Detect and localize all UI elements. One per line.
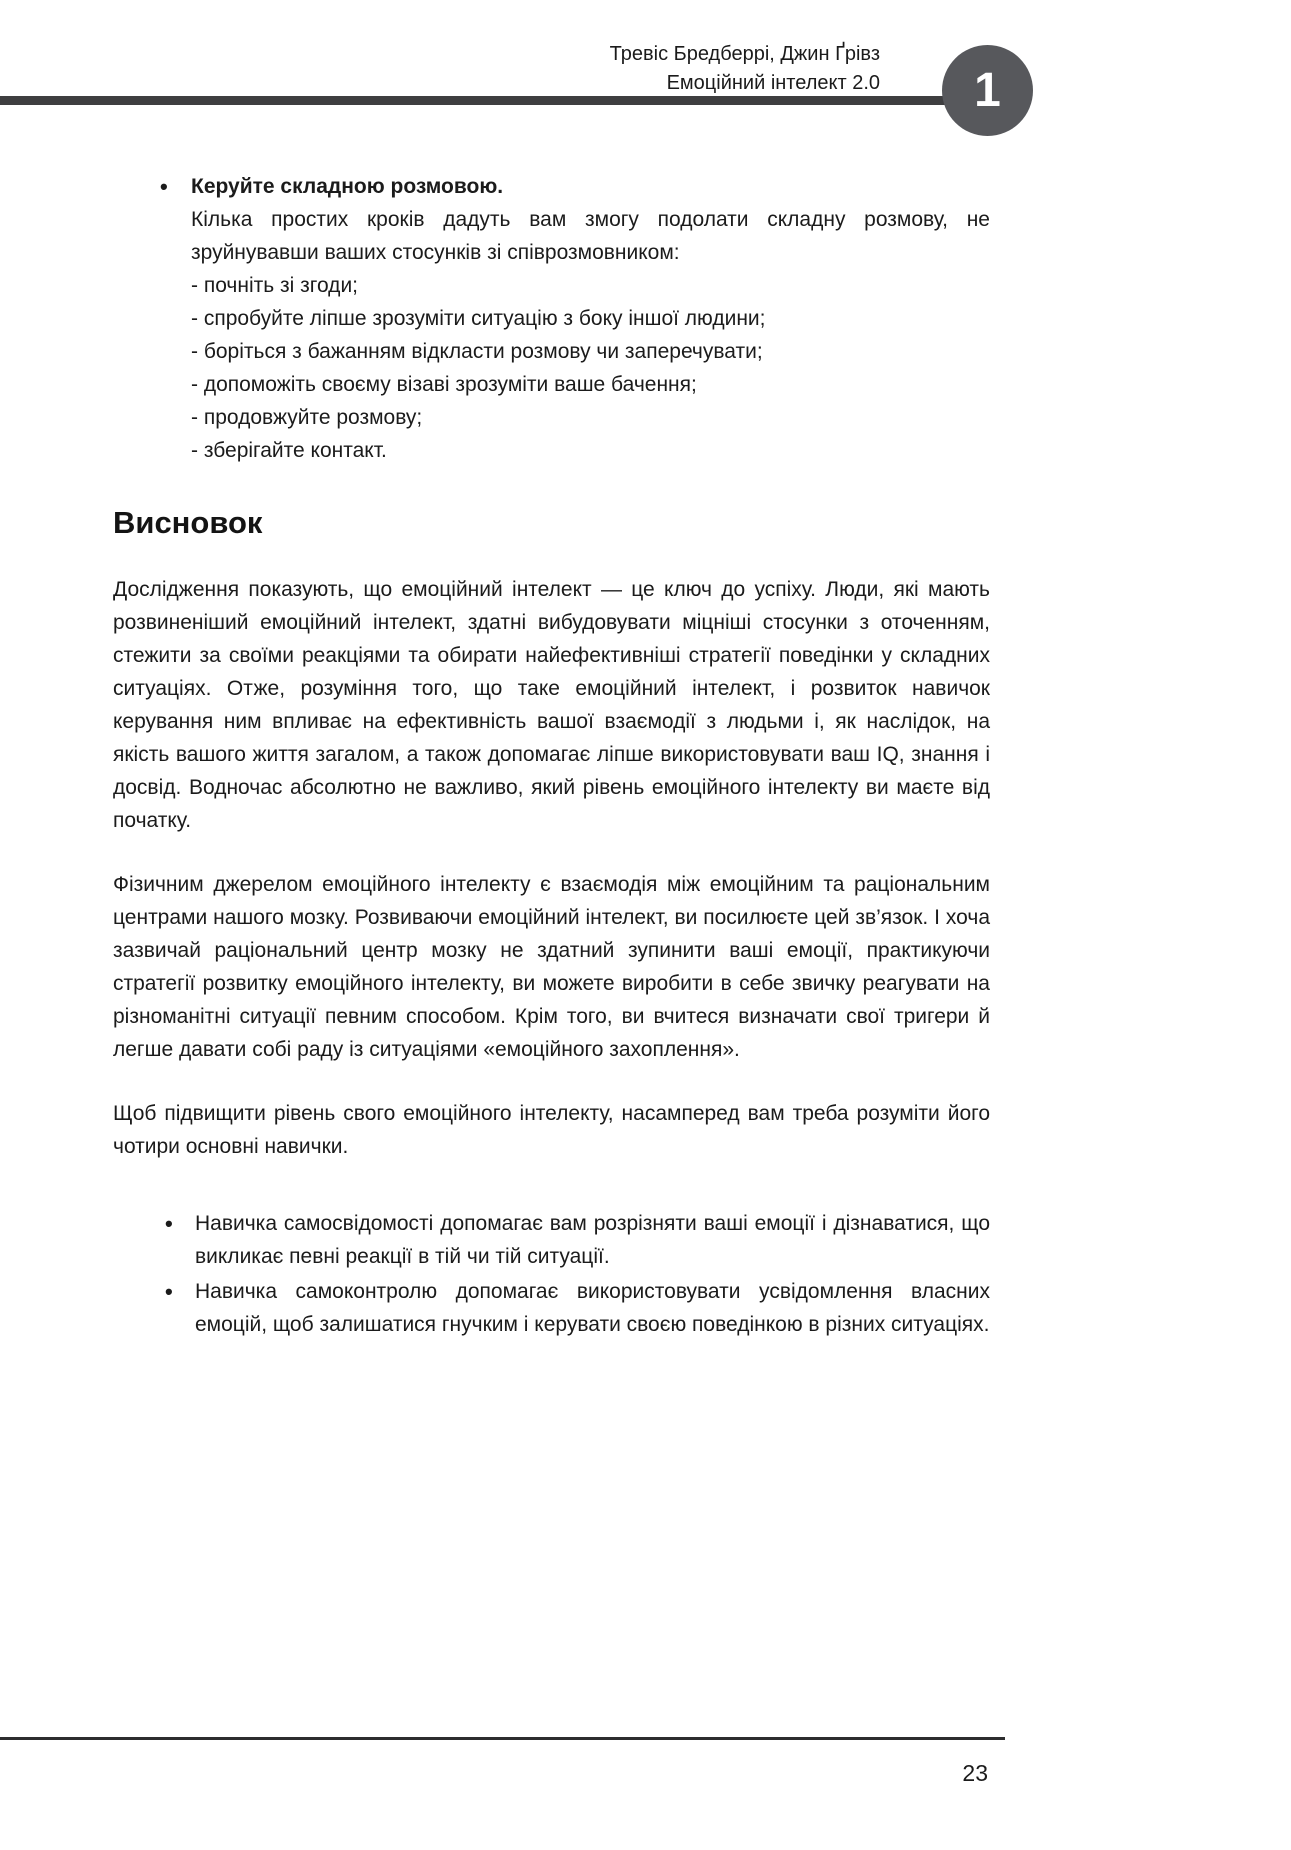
- dash-list-item: - продовжуйте розмову;: [191, 406, 423, 429]
- page-content: [113, 170, 990, 1341]
- skill-list-item: [113, 1207, 990, 1273]
- dash-list-item: - боріться з бажанням відкласти розмову чи заперечувати;: [191, 340, 763, 363]
- footer-rule: [0, 1737, 1005, 1740]
- paragraph-2: Фізичним джерелом емоційного інтелекту є взаємодія між емоційним та раціональним центрами нашого мозку. Розвиваючи емоційний інтелект, ви посилюєте цей зв’язок. І хоча зазвичай раціональний центр мозку не здатний зупинити ваші емоції, практикуючи стратегії розвитку емоційного інтелекту, ви можете виробити в себе звичку реагувати на різноманітні ситуації певним способом. Крім того, ви вчитеся визначати свої тригери й легше давати собі раду із ситуаціями «емоційного захоплення».: [113, 873, 990, 1061]
- section-heading: Висновок: [113, 505, 263, 540]
- running-head: [610, 40, 880, 98]
- paragraph-1: Дослідження показують, що емоційний інтелект — це ключ до успіху. Люди, які мають розвиненіший емоційний інтелект, здатні вибудовувати міцніші стосунки з оточенням, стежити за своїми реакціями та обирати найефективніші стратегії поведінки у складних ситуаціях. Отже, розуміння того, що таке емоційний інтелект, і розвиток навичок керування ним впливає на ефективність вашої взаємодії з людьми і, як наслідок, на якість вашого життя загалом, а також допомагає ліпше використовувати ваш IQ, знання і досвід. Водночас абсолютно не важливо, який рівень емоційного інтелекту ви маєте від початку.: [113, 578, 990, 832]
- lead-bullet-intro: Кілька простих кроків дадуть вам змогу подолати складну розмову, не зруйнувавши ваших стосунків зі співрозмовником:: [191, 208, 990, 264]
- dash-list-item: - спробуйте ліпше зрозуміти ситуацію з боку іншої людини;: [191, 307, 766, 330]
- skill-list-item: [113, 1275, 990, 1341]
- bullet-icon: •: [165, 1211, 173, 1236]
- dash-list: [191, 269, 990, 467]
- dash-list-item: - почніть зі згоди;: [191, 274, 359, 297]
- paragraph-3: Щоб підвищити рівень свого емоційного інтелекту, насамперед вам треба розуміти його чотири основні навички.: [113, 1102, 990, 1158]
- bullet-icon: •: [165, 1279, 173, 1304]
- dash-list-item: - допоможіть своєму візаві зрозуміти ваше бачення;: [191, 373, 697, 396]
- dash-list-item: - зберігайте контакт.: [191, 439, 387, 462]
- lead-bullet-block: [113, 170, 990, 467]
- header-rule: [0, 96, 945, 105]
- running-head-title: Емоційний інтелект 2.0: [666, 72, 880, 94]
- chapter-number-badge: [942, 45, 1033, 136]
- skill-text-self-management: Навичка самоконтролю допомагає використовувати усвідомлення власних емоцій, щоб залишатися гнучким і керувати своєю поведінкою в різних ситуаціях.: [195, 1280, 990, 1336]
- skill-text-self-awareness: Навичка самосвідомості допомагає вам розрізняти ваші емоції і дізнаватися, що викликає певні реакції в тій чи тій ситуації.: [195, 1212, 990, 1268]
- running-head-authors: Тревіс Бредберрі, Джин Ґрівз: [609, 43, 880, 65]
- page-number: 23: [962, 1760, 988, 1786]
- bullet-icon: •: [160, 174, 168, 199]
- skill-list: [113, 1207, 990, 1341]
- lead-bullet-title: Керуйте складною розмовою.: [191, 175, 504, 198]
- chapter-number: 1: [974, 63, 1001, 117]
